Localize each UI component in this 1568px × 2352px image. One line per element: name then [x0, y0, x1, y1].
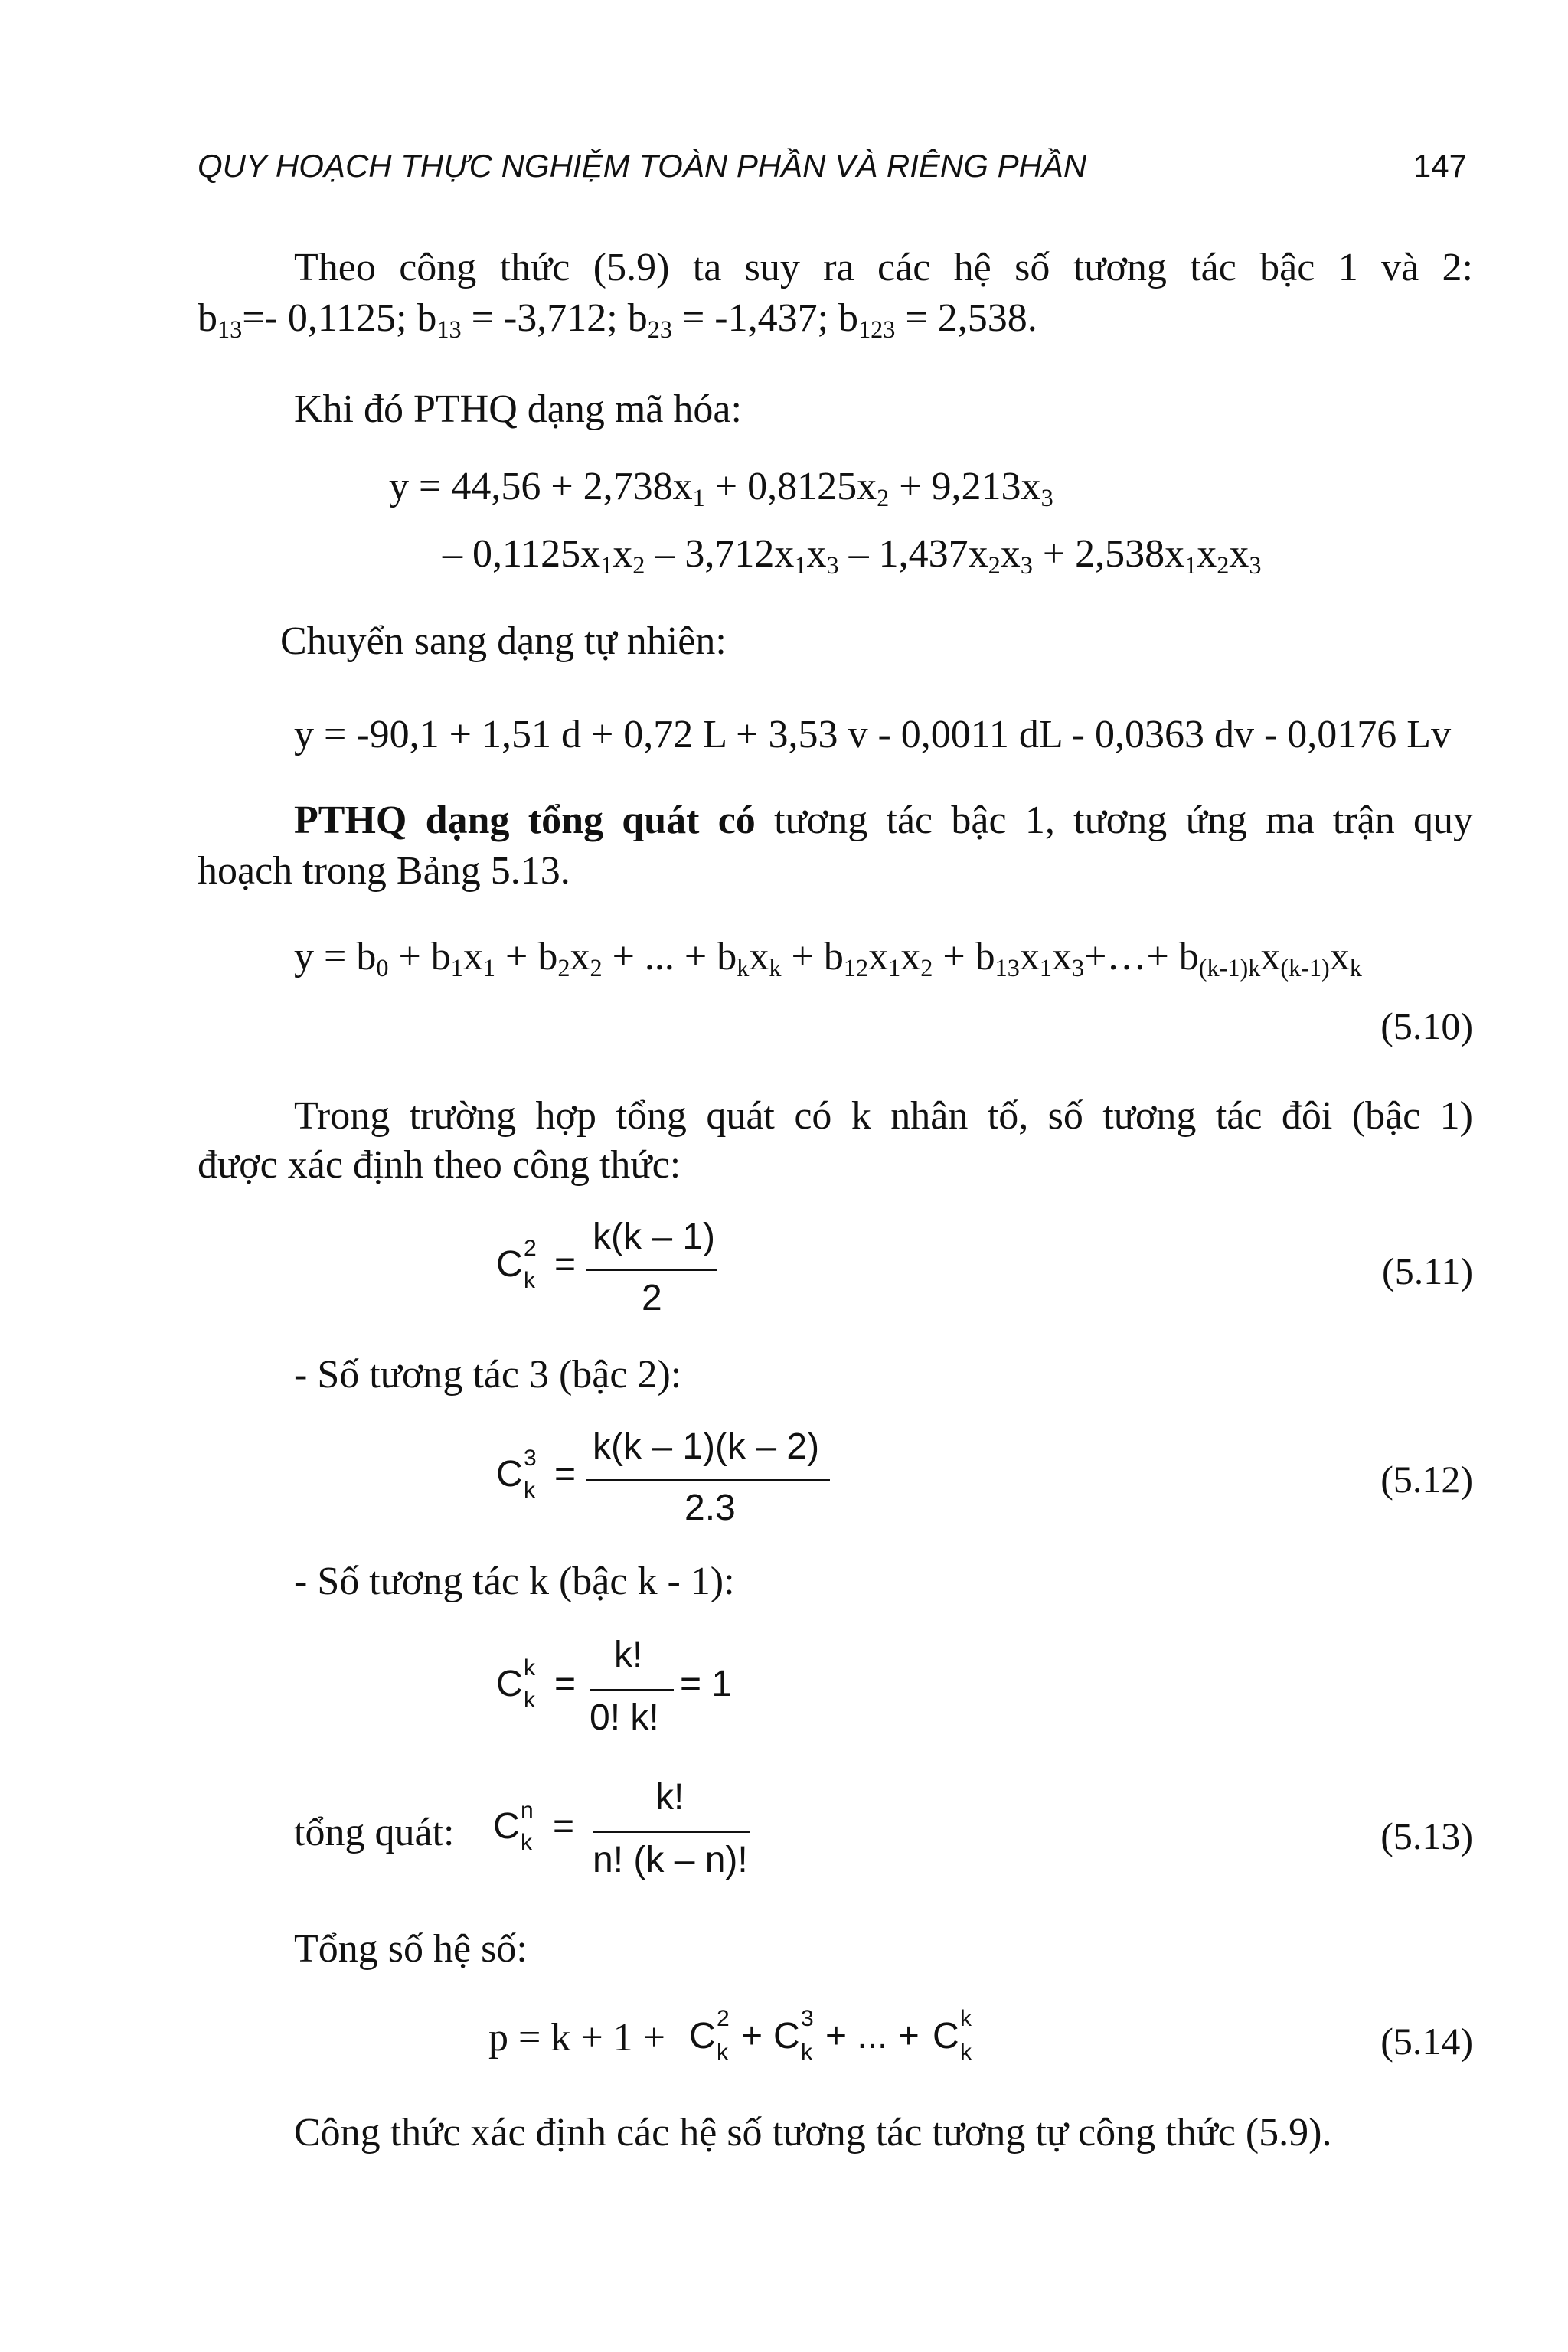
equation-number-5-10: (5.10) [1380, 1004, 1473, 1047]
label-interaction-k: - Số tương tác k (bậc k - 1): [294, 1560, 735, 1603]
equation-number-5-11: (5.11) [1382, 1250, 1473, 1292]
final-sentence: Công thức xác định các hệ số tương tác tương tự công thức (5.9). [294, 2111, 1332, 2154]
general-label: tổng quát: [294, 1811, 455, 1854]
paragraph-intro-line2: $b_{13}=-$ 0,1125; $b_{13} = -3,712$; $b_{23} = -1,437$; $b_{123} = 2,538$. [198, 296, 1037, 344]
total-coefficients-label: Tổng số hệ số: [294, 1927, 528, 1971]
equation-5-10: $y = b_0 + b_1x_1 + b_2x_2$ + ... + $b_kx_k + b_{12}x_1x_2$ + $b_{13}x_1x_3+\dots+ b_{(k-1)k}x_{(k-1)}x_k$ [294, 935, 1362, 982]
running-header: QUY HOẠCH THỰC NGHIỆM TOÀN PHẦN VÀ RIÊNG PHẦN [198, 148, 1087, 184]
case-para-line2: được xác định theo công thức: [198, 1143, 681, 1187]
general-form-bold: PTHQ dạng tổng quát có [294, 799, 756, 842]
case-para-line1: Trong trường hợp tổng quát có k nhân tố, số tương tác đôi (bậc 1) [294, 1094, 1473, 1138]
page-number: 147 [1413, 148, 1467, 184]
label-interaction-3: - Số tương tác 3 (bậc 2): [294, 1353, 682, 1396]
equation-number-5-12: (5.12) [1380, 1458, 1473, 1501]
equation-coded-line2: – $0,1125x_1x_2 - 3,712x_1x_3 - 1,437x_2x_3 + 2,538x_1x_2x_3$ [443, 532, 1262, 580]
coded-form-label: Khi đó PTHQ dạng mã hóa: [294, 387, 742, 431]
equation-natural: y = -90,1 + 1,51 d + 0,72 L + 3,53 v - 0,0011 dL - 0,0363 dv - 0,0176 Lv [294, 713, 1452, 756]
equation-number-5-13: (5.13) [1380, 1815, 1473, 1857]
general-form-para-line2: hoạch trong Bảng 5.13. [198, 849, 570, 893]
paragraph-intro-line1: Theo công thức (5.9) ta suy ra các hệ số tương tác bậc 1 và 2: [294, 246, 1473, 289]
equation-number-5-14: (5.14) [1380, 2020, 1473, 2063]
equation-coded-line1: $y = 44,56 + 2,738x_1 + 0,8125x_2 + 9,213x_3$ [389, 465, 1054, 512]
natural-form-label: Chuyển sang dạng tự nhiên: [280, 619, 727, 663]
general-form-para-line1: PTHQ dạng tổng quát có tương tác bậc 1, tương ứng ma trận quy [294, 799, 1473, 842]
